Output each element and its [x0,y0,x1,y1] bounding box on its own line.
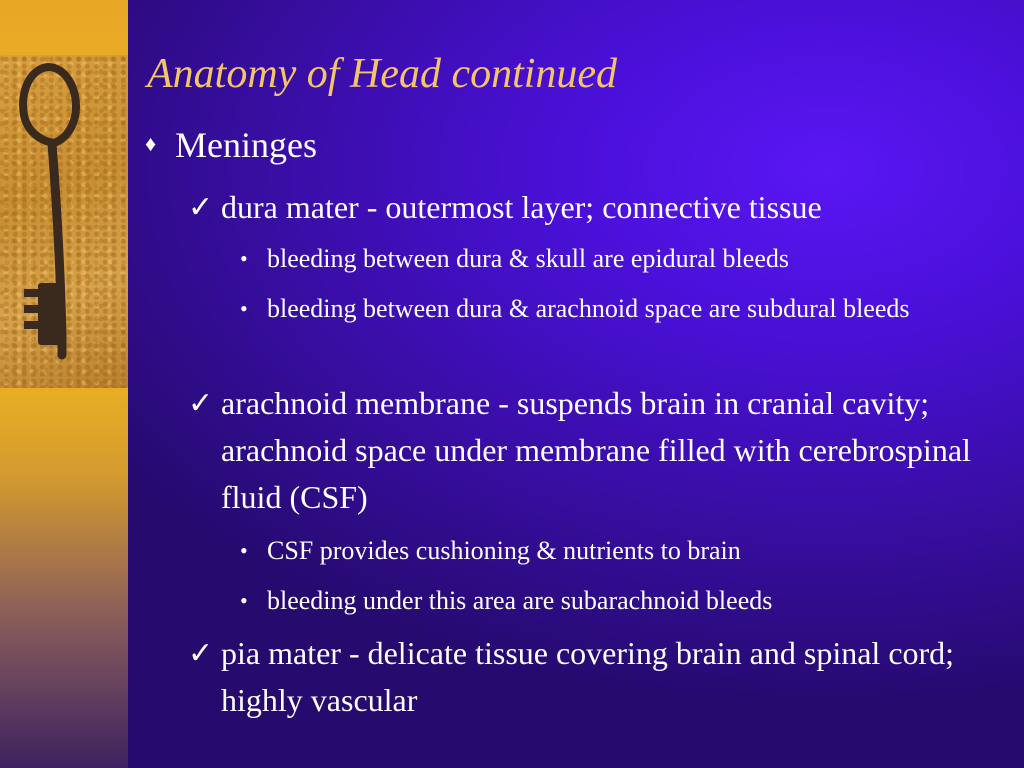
detail-bullet [240,238,940,279]
bullet-text: pia mater - delicate tissue covering brain and spinal cord; highly vascular [221,635,955,718]
bullet-text: bleeding between dura & arachnoid space are subdural bleeds [267,294,910,323]
dot-bullet-icon: • [240,588,248,613]
slide-title: Anatomy of Head continued [147,51,618,97]
diamond-bullet-icon: ♦ [145,131,157,156]
sub-bullet-arachnoid [188,380,1008,521]
dot-bullet-icon: • [240,538,248,563]
sub-bullet-pia-mater [188,630,1008,724]
detail-bullet [240,530,940,571]
bullet-text: arachnoid membrane - suspends brain in cranial cavity; arachnoid space under membrane filled with cerebrospinal fluid (CSF) [221,385,971,515]
bullet-text: CSF provides cushioning & nutrients to brain [267,536,741,565]
key-icon [0,55,128,388]
detail-bullet [240,580,940,621]
bullet-text: Meninges [175,125,317,165]
sub-bullet-dura-mater [188,184,1008,231]
dot-bullet-icon: • [240,296,248,321]
dot-bullet-icon: • [240,246,248,271]
checkmark-bullet-icon: ✓ [188,191,214,224]
bullet-text: bleeding between dura & skull are epidural bleeds [267,244,789,273]
detail-bullet [240,288,940,329]
bullet-meninges [145,124,317,166]
bullet-text: bleeding under this area are subarachnoid bleeds [267,586,773,615]
key-image-panel [0,55,128,388]
bullet-text: dura mater - outermost layer; connective tissue [221,189,822,225]
checkmark-bullet-icon: ✓ [188,637,214,670]
checkmark-bullet-icon: ✓ [188,387,214,420]
